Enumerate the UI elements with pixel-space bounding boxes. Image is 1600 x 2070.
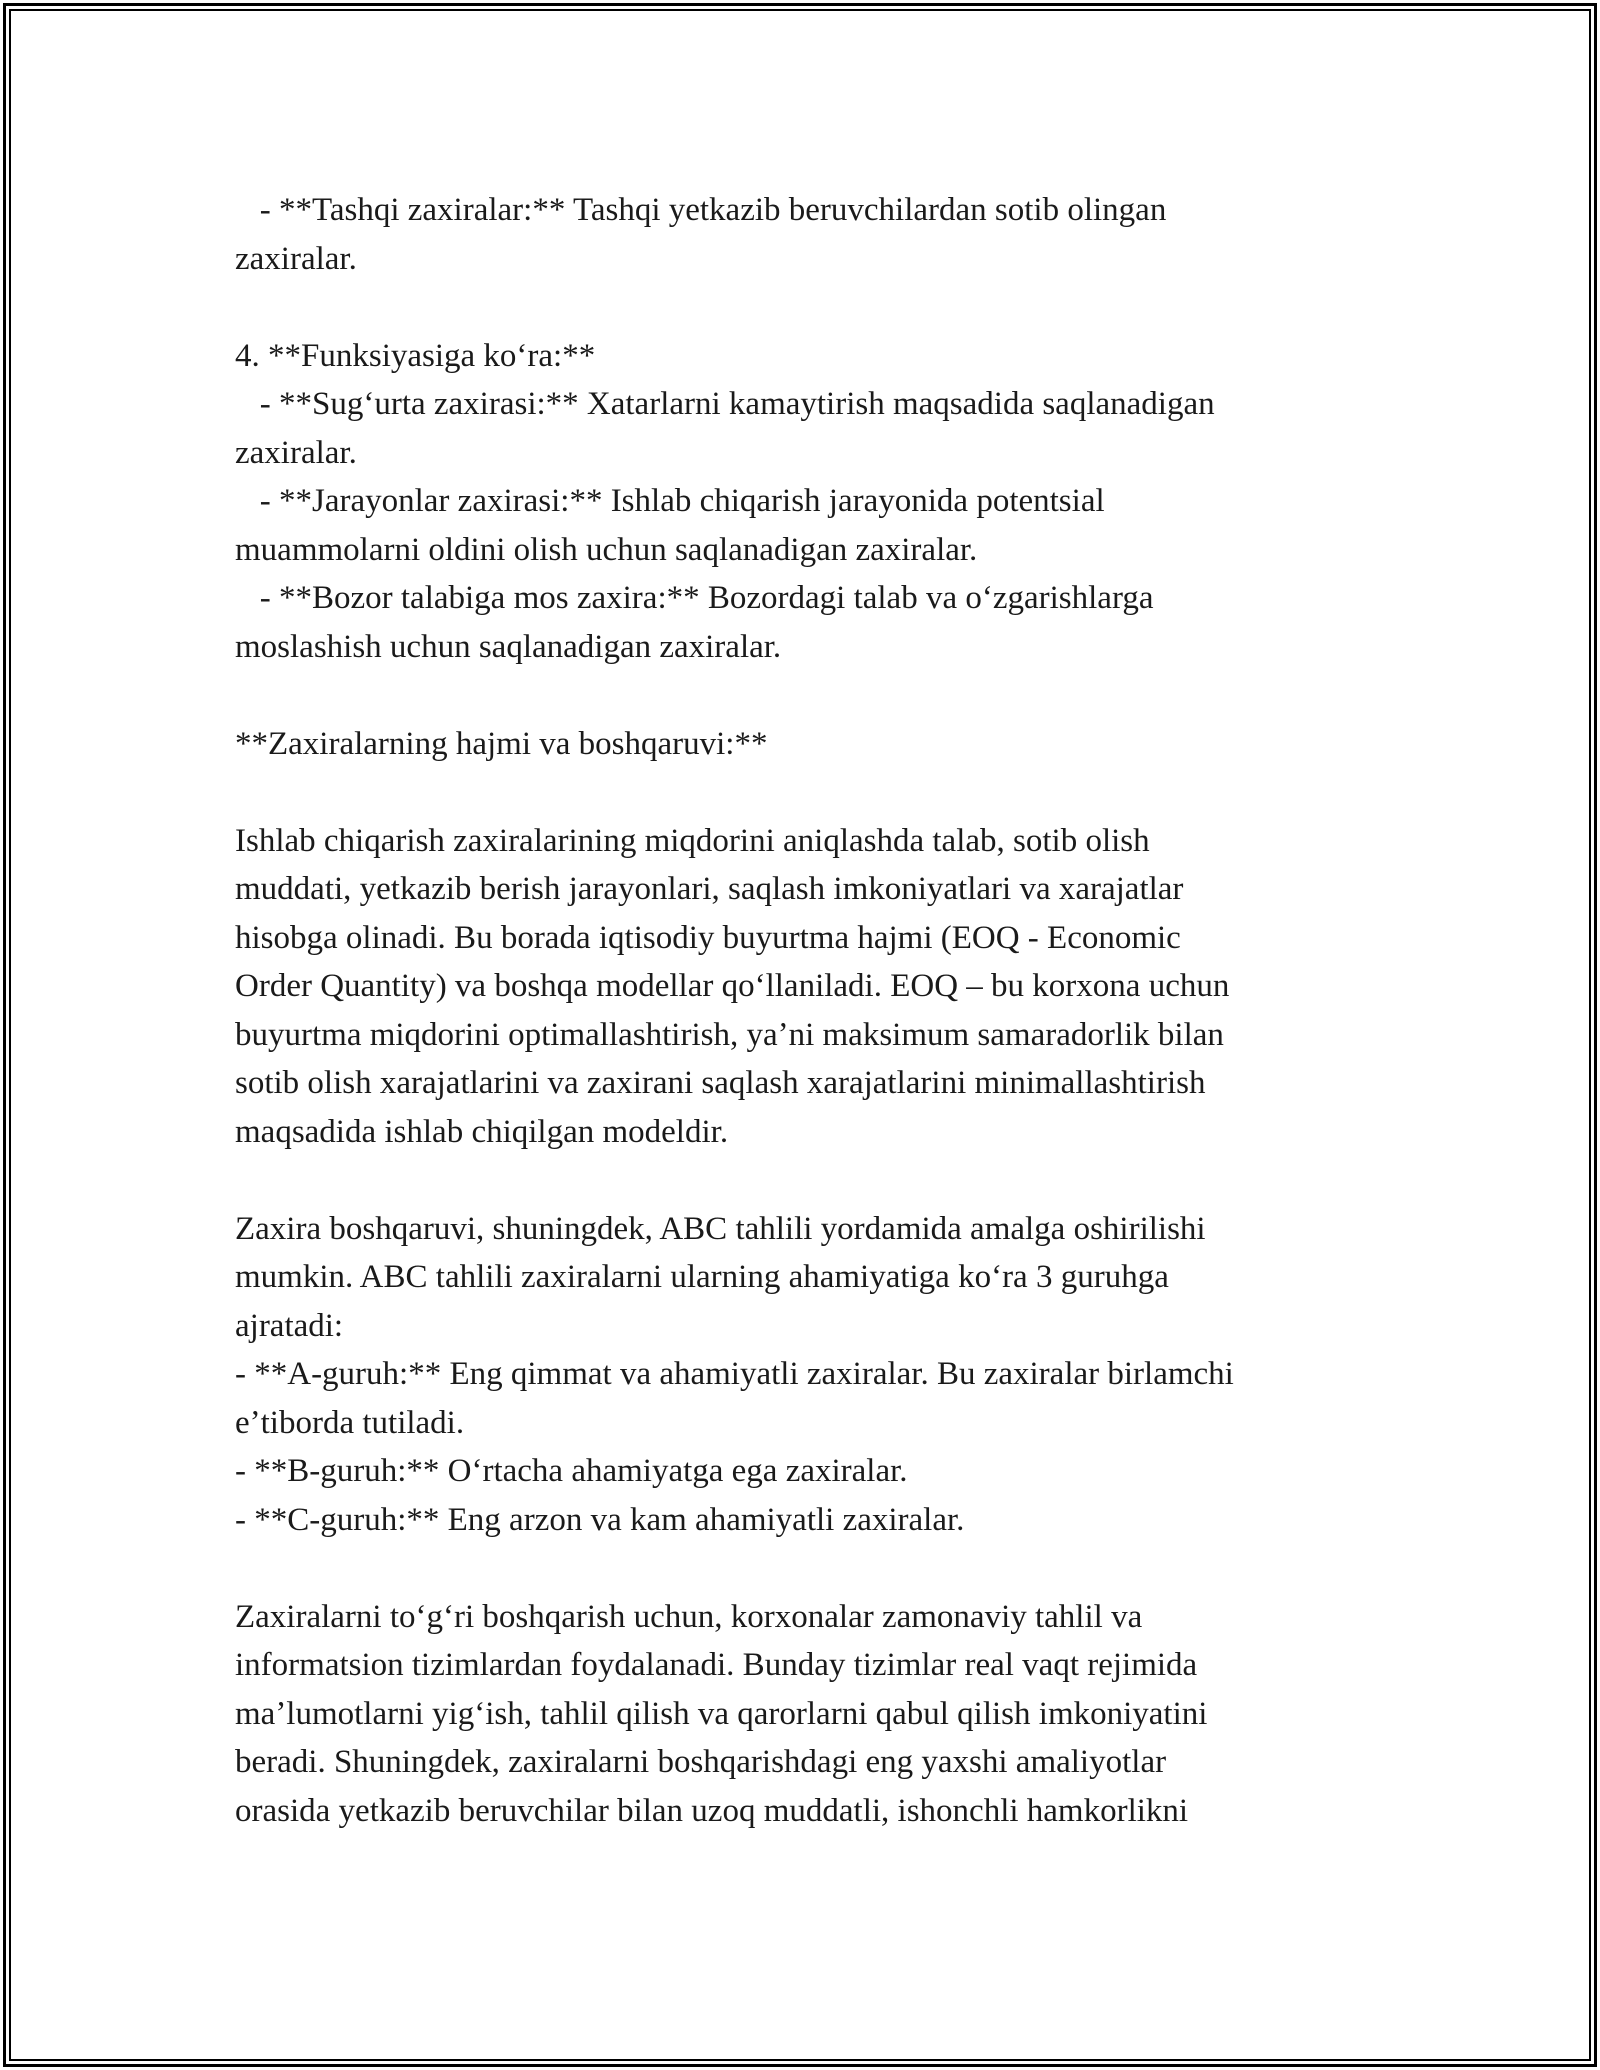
paragraph-gap: [235, 768, 1365, 817]
paragraph-information-systems: [235, 1593, 1365, 1836]
paragraph-gap: [235, 1544, 1365, 1593]
text-line: hisobga olinadi. Bu borada iqtisodiy buyurtma hajmi (EOQ - Economic: [235, 919, 1181, 956]
text-line: zaxiralar.: [235, 240, 357, 277]
text-line: ajratadi:: [235, 1307, 344, 1344]
text-line: zaxiralar.: [235, 434, 357, 471]
document-body: [235, 186, 1365, 1835]
text-line: eʼtiborda tutiladi.: [235, 1404, 465, 1441]
paragraph-abc-analysis: [235, 1205, 1365, 1545]
section-heading: **Zaxiralarning hajmi va boshqaruvi:**: [235, 725, 768, 762]
paragraph-eoq: [235, 817, 1365, 1157]
paragraph-gap: [235, 1156, 1365, 1205]
text-line: - **Sugʻurta zaxirasi:** Xatarlarni kamaytirish maqsadida saqlanadigan: [235, 386, 1215, 422]
paragraph-heading-size-management: [235, 720, 1365, 769]
text-line: muddati, yetkazib berish jarayonlari, saqlash imkoniyatlari va xarajatlar: [235, 871, 1184, 907]
text-line: mumkin. ABC tahlili zaxiralarni ularning ahamiyatiga koʻra 3 guruhga: [235, 1259, 1169, 1295]
paragraph-external-reserves: [235, 186, 1365, 283]
text-line: Zaxiralarni toʻgʻri boshqarish uchun, korxonalar zamonaviy tahlil va: [235, 1598, 1143, 1635]
paragraph-by-function: [235, 332, 1365, 672]
text-line: buyurtma miqdorini optimallashtirish, yaʼni maksimum samaradorlik bilan: [235, 1016, 1224, 1053]
text-line: - **B-guruh:** Oʻrtacha ahamiyatga ega zaxiralar.: [235, 1453, 908, 1489]
text-line: - **Jarayonlar zaxirasi:** Ishlab chiqarish jarayonida potentsial: [235, 483, 1105, 519]
text-line: Order Quantity) va boshqa modellar qoʻllaniladi. EOQ – bu korxona uchun: [235, 968, 1230, 1004]
text-line: sotib olish xarajatlarini va zaxirani saqlash xarajatlarini minimallashtirish: [235, 1065, 1206, 1101]
text-line: Zaxira boshqaruvi, shuningdek, ABC tahlili yordamida amalga oshirilishi: [235, 1210, 1206, 1247]
text-line: muammolarni oldini olish uchun saqlanadigan zaxiralar.: [235, 531, 978, 568]
text-line: - **A-guruh:** Eng qimmat va ahamiyatli zaxiralar. Bu zaxiralar birlamchi: [235, 1356, 1234, 1392]
paragraph-gap: [235, 283, 1365, 332]
text-line: - **C-guruh:** Eng arzon va kam ahamiyatli zaxiralar.: [235, 1501, 965, 1538]
text-line: Ishlab chiqarish zaxiralarining miqdorini aniqlashda talab, sotib olish: [235, 822, 1150, 859]
text-line: - **Bozor talabiga mos zaxira:** Bozordagi talab va oʻzgarishlarga: [235, 580, 1154, 616]
text-line: orasida yetkazib beruvchilar bilan uzoq muddatli, ishonchli hamkorlikni: [235, 1792, 1189, 1829]
text-line: maʼlumotlarni yigʻish, tahlil qilish va qarorlarni qabul qilish imkoniyatini: [235, 1695, 1208, 1732]
text-line: informatsion tizimlardan foydalanadi. Bunday tizimlar real vaqt rejimida: [235, 1647, 1198, 1683]
text-line: - **Tashqi zaxiralar:** Tashqi yetkazib beruvchilardan sotib olingan: [235, 192, 1167, 228]
text-line: moslashish uchun saqlanadigan zaxiralar.: [235, 628, 782, 665]
paragraph-gap: [235, 671, 1365, 720]
section-heading: 4. **Funksiyasiga koʻra:**: [235, 337, 596, 374]
text-line: maqsadida ishlab chiqilgan modeldir.: [235, 1113, 729, 1150]
text-line: beradi. Shuningdek, zaxiralarni boshqarishdagi eng yaxshi amaliyotlar: [235, 1744, 1167, 1780]
